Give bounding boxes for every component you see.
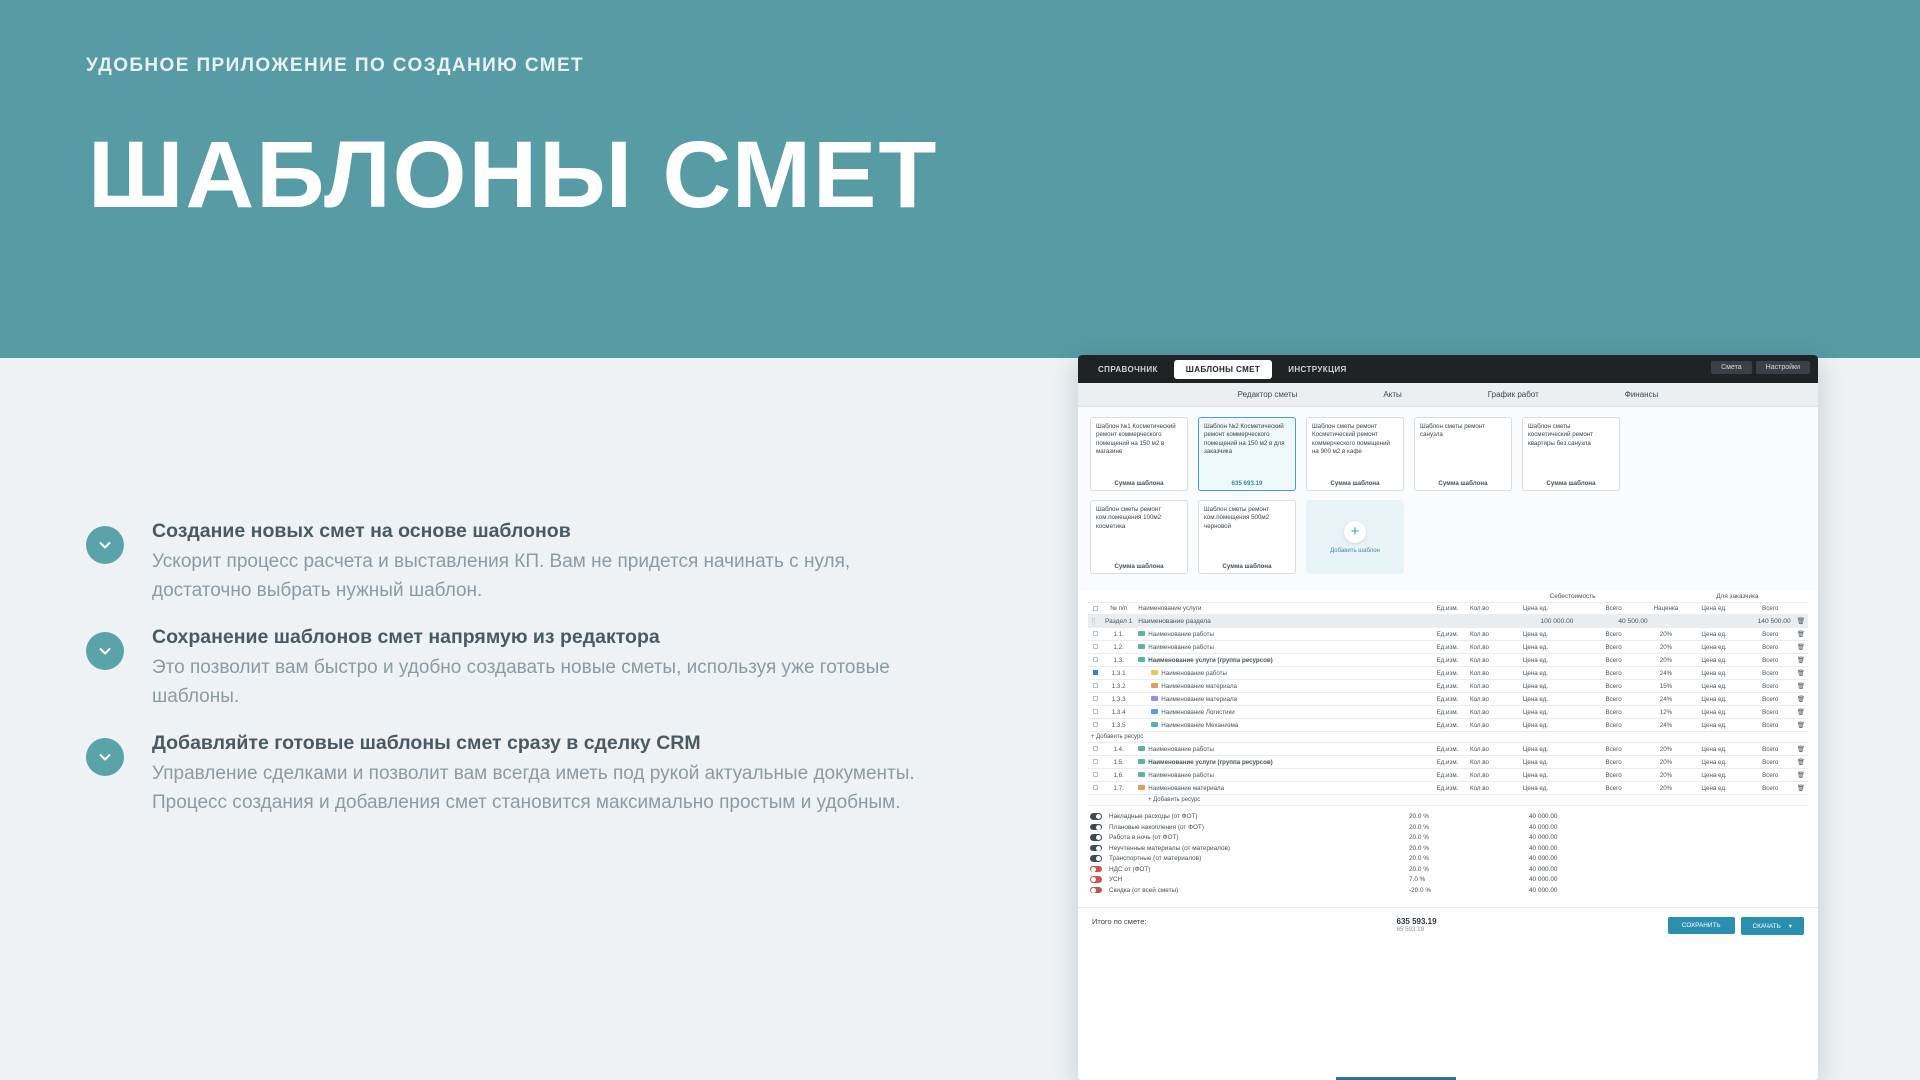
feature-title: Создание новых смет на основе шаблонов — [152, 520, 571, 542]
coefficient-label: Работа в ночь (от ФОТ) — [1109, 834, 1179, 841]
row-client-price: Цена ед. — [1681, 756, 1747, 769]
estimate-table — [1088, 591, 1808, 806]
row-client-price: Цена ед. — [1681, 641, 1747, 654]
row-num: 1.3. — [1102, 654, 1135, 667]
coefficient-percent[interactable]: 20.0 % — [1409, 865, 1429, 873]
coefficient-toggle[interactable] — [1090, 887, 1102, 894]
row-markup: 20% — [1651, 743, 1682, 756]
template-sum: Сумма шаблона — [1114, 480, 1164, 487]
delete-icon[interactable]: 🗑 — [1794, 628, 1808, 641]
row-name: Наименование работы — [1148, 771, 1214, 779]
row-unit: Ед.изм. — [1430, 719, 1464, 732]
table-row[interactable] — [1088, 769, 1808, 782]
row-markup: 20% — [1651, 641, 1682, 654]
row-num: 1.3.1 — [1102, 667, 1135, 680]
col-client-price: Цена ед. — [1681, 603, 1747, 615]
coefficient-sum: 40 000.00 — [1529, 876, 1558, 883]
table-column-header — [1088, 603, 1808, 615]
smeta-button[interactable]: Смета — [1711, 361, 1752, 374]
row-qty: Кол.во — [1464, 756, 1494, 769]
template-sum: Сумма шаблона — [1330, 480, 1380, 487]
templates-row — [1090, 500, 1806, 574]
template-name: Шаблон сметы ремонт Косметический ремонт коммерческого помещений на 900 м2 в кафе — [1312, 423, 1391, 456]
row-total: Всего — [1576, 719, 1650, 732]
drag-handle-icon[interactable]: ⣿ — [1091, 618, 1097, 625]
row-unit: Ед.изм. — [1430, 706, 1464, 719]
tab-spravochnik[interactable]: СПРАВОЧНИК — [1098, 364, 1158, 374]
row-qty: Кол.во — [1464, 743, 1494, 756]
app-footer — [1078, 907, 1818, 944]
template-card-selected[interactable] — [1198, 417, 1296, 491]
row-client-total: Всего — [1747, 769, 1794, 782]
feature-title: Сохранение шаблонов смет напрямую из редактора — [152, 625, 660, 648]
row-price: Цена ед. — [1494, 743, 1576, 756]
coefficient-percent[interactable]: 7.0 % — [1409, 876, 1426, 883]
topbar-right-buttons — [1711, 361, 1810, 374]
row-name: Наименование материала — [1148, 784, 1225, 792]
section-name: Наименование раздела — [1135, 615, 1430, 628]
resource-type-icon — [1151, 722, 1158, 727]
coefficient-sum: 40 000.00 — [1529, 823, 1558, 831]
template-name: Шаблон сметы косметический ремонт квартиры без санузла — [1528, 423, 1594, 447]
row-client-total: Всего — [1747, 654, 1794, 667]
coefficient-row — [1090, 813, 1806, 820]
table-group-header — [1088, 591, 1808, 603]
add-resource-inner-row[interactable] — [1088, 732, 1808, 743]
template-name: Шаблон сметы ремонт ком.помещения 500м2 черновой — [1204, 506, 1270, 530]
row-unit: Ед.изм. — [1430, 654, 1464, 667]
save-button[interactable]: СОХРАНИТЬ — [1668, 917, 1735, 934]
row-total: Всего — [1576, 743, 1650, 756]
resource-type-icon — [1151, 709, 1158, 714]
chevron-down-icon — [86, 738, 124, 776]
section-num: Раздел 1 — [1102, 615, 1135, 628]
chevron-down-icon — [86, 526, 124, 564]
row-checkbox[interactable] — [1093, 683, 1098, 688]
coefficient-sum: 40 000.00 — [1529, 855, 1558, 862]
row-name: Наименование работы — [1148, 630, 1214, 638]
col-name: Наименование услуги — [1135, 603, 1430, 615]
row-unit: Ед.изм. — [1430, 628, 1464, 641]
row-client-price: Цена ед. — [1681, 667, 1747, 680]
row-price: Цена ед. — [1494, 782, 1576, 795]
row-price: Цена ед. — [1494, 628, 1576, 641]
table-row[interactable] — [1088, 782, 1808, 795]
subnav-item-akty[interactable]: Акты — [1383, 390, 1402, 399]
resource-type-icon — [1138, 759, 1145, 764]
row-total: Всего — [1576, 641, 1650, 654]
row-markup: 20% — [1651, 782, 1682, 795]
coefficient-toggle[interactable] — [1090, 813, 1102, 820]
row-qty: Кол.во — [1464, 693, 1494, 706]
resource-type-icon — [1138, 657, 1145, 662]
add-resource-inner-link[interactable]: + Добавить ресурс — [1088, 732, 1808, 743]
row-total: Всего — [1576, 693, 1650, 706]
col-qty: Кол.во — [1464, 603, 1494, 615]
row-total: Всего — [1576, 680, 1650, 693]
coefficient-toggle[interactable] — [1090, 855, 1102, 862]
row-client-price: Цена ед. — [1681, 654, 1747, 667]
row-client-total: Всего — [1747, 693, 1794, 706]
template-card[interactable] — [1090, 500, 1188, 574]
row-total: Всего — [1576, 654, 1650, 667]
total-amount: 635 593.19 — [1396, 917, 1437, 926]
row-markup: 12% — [1651, 706, 1682, 719]
row-unit: Ед.изм. — [1430, 782, 1464, 795]
feature-item — [86, 520, 916, 606]
coefficient-label: Накладные расходы (от ФОТ) — [1109, 813, 1198, 820]
settings-button[interactable]: Настройки — [1756, 361, 1810, 374]
template-card[interactable] — [1198, 500, 1296, 574]
group-header-client: Для заказчика — [1681, 591, 1793, 603]
row-markup: 20% — [1651, 769, 1682, 782]
row-qty: Кол.во — [1464, 654, 1494, 667]
row-qty: Кол.во — [1464, 706, 1494, 719]
resource-type-icon — [1138, 631, 1145, 636]
row-checkbox[interactable] — [1093, 670, 1098, 675]
row-client-price: Цена ед. — [1681, 706, 1747, 719]
row-num: 1.7. — [1102, 782, 1135, 795]
row-price: Цена ед. — [1494, 769, 1576, 782]
template-sum: Сумма шаблона — [1222, 563, 1272, 570]
row-unit: Ед.изм. — [1430, 769, 1464, 782]
chevron-down-icon: ▾ — [1788, 923, 1792, 930]
delete-icon[interactable]: 🗑 — [1794, 615, 1808, 628]
row-unit: Ед.изм. — [1430, 743, 1464, 756]
coefficient-sum: 40 000.00 — [1529, 813, 1558, 820]
row-checkbox[interactable] — [1093, 709, 1098, 714]
add-resource-row[interactable] — [1088, 795, 1808, 806]
row-markup: 24% — [1651, 693, 1682, 706]
coefficient-toggle[interactable] — [1090, 876, 1102, 883]
add-resource-link[interactable]: + Добавить ресурс — [1088, 795, 1808, 806]
row-client-total: Всего — [1747, 680, 1794, 693]
subnav-item-editor[interactable]: Редактор сметы — [1237, 390, 1298, 399]
row-price: Цена ед. — [1494, 667, 1576, 680]
row-price: Цена ед. — [1494, 693, 1576, 706]
coefficient-percent[interactable]: -20.0 % — [1409, 886, 1432, 894]
row-client-total: Всего — [1747, 667, 1794, 680]
coefficient-row — [1090, 876, 1806, 883]
row-unit: Ед.изм. — [1430, 680, 1464, 693]
row-checkbox[interactable] — [1093, 772, 1098, 777]
row-name: Наименование материала — [1161, 695, 1238, 703]
row-price: Цена ед. — [1494, 654, 1576, 667]
template-sum: 635 693.19 — [1231, 480, 1263, 487]
row-client-price: Цена ед. — [1681, 719, 1747, 732]
row-price: Цена ед. — [1494, 680, 1576, 693]
feature-text: Это позволит вам быстро и удобно создавать новые сметы, используя уже готовые шаблоны. — [152, 656, 890, 708]
row-client-price: Цена ед. — [1681, 628, 1747, 641]
delete-icon[interactable]: 🗑 — [1794, 756, 1808, 769]
table-subrow[interactable] — [1088, 693, 1808, 706]
resource-type-icon — [1138, 785, 1145, 790]
feature-text: Управление сделками и позволит вам всегда иметь под рукой актуальные документы. Процесс создания и добавления смет становится максимально простым и удобным. — [152, 762, 915, 814]
subnav-item-finansy[interactable]: Финансы — [1624, 390, 1659, 399]
template-card[interactable] — [1522, 417, 1620, 491]
coefficient-row — [1090, 887, 1806, 894]
delete-icon[interactable]: 🗑 — [1794, 641, 1808, 654]
select-all-checkbox[interactable] — [1093, 606, 1098, 611]
row-qty: Кол.во — [1464, 782, 1494, 795]
coefficient-label: Транспортные (от материалов) — [1109, 855, 1202, 862]
footer-buttons — [1668, 917, 1804, 935]
templates-area — [1078, 407, 1818, 591]
add-template-label: Добавить шаблон — [1330, 547, 1380, 554]
row-unit: Ед.изм. — [1430, 667, 1464, 680]
col-client-total: Всего — [1747, 603, 1794, 615]
row-client-total: Всего — [1747, 628, 1794, 641]
page-title: ШАБЛОНЫ СМЕТ — [88, 122, 939, 228]
total-label: Итого по смете: — [1092, 917, 1147, 926]
total-amount-secondary: 65 593.19 — [1396, 926, 1425, 933]
row-unit: Ед.изм. — [1430, 693, 1464, 706]
col-total: Всего — [1576, 603, 1650, 615]
row-name: Наименование услуги (группа ресурсов) — [1148, 758, 1273, 766]
coefficient-label: Неучтенные материалы (от материалов) — [1109, 844, 1231, 852]
tab-shablony-smet[interactable]: ШАБЛОНЫ СМЕТ — [1174, 360, 1272, 379]
download-button[interactable] — [1741, 917, 1804, 935]
hero-banner — [0, 0, 1920, 358]
row-total: Всего — [1576, 769, 1650, 782]
coefficients-list — [1078, 806, 1818, 901]
row-checkbox[interactable] — [1093, 696, 1098, 701]
row-qty: Кол.во — [1464, 667, 1494, 680]
row-markup: 20% — [1651, 654, 1682, 667]
template-sum: Сумма шаблона — [1546, 480, 1596, 487]
row-checkbox[interactable] — [1093, 759, 1098, 764]
template-name: Шаблон №2 Косметический ремонт коммерческого помещений на 150 м2 в для заказчика — [1204, 423, 1285, 456]
row-client-price: Цена ед. — [1681, 782, 1747, 795]
coefficient-row — [1090, 834, 1806, 841]
table-row[interactable] — [1088, 743, 1808, 756]
template-name: Шаблон сметы ремонт ком.помещения 100м2 косметика — [1096, 506, 1162, 530]
row-price: Цена ед. — [1494, 706, 1576, 719]
table-row[interactable] — [1088, 641, 1808, 654]
coefficient-percent[interactable]: 20.0 % — [1409, 813, 1429, 820]
row-total: Всего — [1576, 782, 1650, 795]
col-unit: Ед.изм. — [1430, 603, 1464, 615]
row-markup: 24% — [1651, 719, 1682, 732]
row-client-price: Цена ед. — [1681, 693, 1747, 706]
coefficient-toggle[interactable] — [1090, 834, 1102, 841]
col-num: № п/п — [1102, 603, 1135, 615]
resource-type-icon — [1138, 746, 1145, 751]
delete-icon[interactable]: 🗑 — [1794, 743, 1808, 756]
resource-type-icon — [1151, 683, 1158, 688]
row-client-price: Цена ед. — [1681, 680, 1747, 693]
row-client-total: Всего — [1747, 719, 1794, 732]
row-num: 1.3.2 — [1102, 680, 1135, 693]
resource-type-icon — [1151, 696, 1158, 701]
row-checkbox[interactable] — [1093, 722, 1098, 727]
row-num: 1.5. — [1102, 756, 1135, 769]
row-unit: Ед.изм. — [1430, 756, 1464, 769]
row-client-total: Всего — [1747, 756, 1794, 769]
coefficient-label: НДС от (ФОТ) — [1109, 865, 1151, 873]
resource-type-icon — [1151, 670, 1158, 675]
coefficient-row — [1090, 845, 1806, 852]
section-cost-total: 100 000.00 — [1494, 615, 1576, 628]
delete-icon[interactable]: 🗑 — [1794, 719, 1808, 732]
coefficient-row — [1090, 866, 1806, 873]
coefficient-percent[interactable]: 20.0 % — [1409, 855, 1429, 862]
col-markup: Наценка — [1651, 603, 1682, 615]
template-name: Шаблон №1 Косметический ремонт коммерческого помещений на 150 м2 в магазине — [1096, 423, 1176, 456]
row-num: 1.3.4 — [1102, 706, 1135, 719]
coefficient-sum: 40 000.00 — [1529, 844, 1558, 852]
section-client-total: 140 500.00 — [1681, 615, 1793, 628]
row-client-total: Всего — [1747, 782, 1794, 795]
coefficient-sum: 40 000.00 — [1529, 834, 1558, 841]
row-qty: Кол.во — [1464, 719, 1494, 732]
coefficient-toggle[interactable] — [1090, 845, 1102, 852]
coefficient-sum: 40 000.00 — [1529, 865, 1558, 873]
delete-icon[interactable]: 🗑 — [1794, 680, 1808, 693]
table-row-group[interactable] — [1088, 654, 1808, 667]
row-name: Наименование работы — [1161, 669, 1227, 677]
row-total: Всего — [1576, 667, 1650, 680]
coefficient-percent[interactable]: 20.0 % — [1409, 834, 1429, 841]
templates-row — [1090, 417, 1806, 491]
row-price: Цена ед. — [1494, 641, 1576, 654]
template-card[interactable] — [1414, 417, 1512, 491]
delete-icon[interactable]: 🗑 — [1794, 693, 1808, 706]
row-name: Наименование работы — [1148, 643, 1214, 651]
table-section-row[interactable] — [1088, 615, 1808, 628]
row-client-price: Цена ед. — [1681, 743, 1747, 756]
row-markup: 15% — [1651, 680, 1682, 693]
coefficient-percent[interactable]: 20.0 % — [1409, 844, 1429, 852]
coefficient-toggle[interactable] — [1090, 824, 1102, 831]
row-name: Наименование работы — [1148, 745, 1214, 753]
row-qty: Кол.во — [1464, 769, 1494, 782]
row-num: 1.6. — [1102, 769, 1135, 782]
table-subrow[interactable] — [1088, 706, 1808, 719]
feature-text: Ускорит процесс расчета и выставления КП. Вам не придется начинать с нуля, достаточно выбрать нужный шаблон. — [152, 551, 851, 602]
feature-list — [86, 520, 916, 838]
row-num: 1.1. — [1102, 628, 1135, 641]
row-unit: Ед.изм. — [1430, 641, 1464, 654]
app-screenshot — [1078, 355, 1818, 1080]
coefficient-sum: 40 000.00 — [1529, 886, 1558, 894]
coefficient-row — [1090, 855, 1806, 862]
row-client-total: Всего — [1747, 706, 1794, 719]
row-price: Цена ед. — [1494, 719, 1576, 732]
group-header-cost: Себестоимость — [1494, 591, 1650, 603]
delete-icon[interactable]: 🗑 — [1794, 706, 1808, 719]
table-row[interactable] — [1088, 756, 1808, 769]
feature-item — [86, 626, 916, 712]
template-name: Шаблон сметы ремонт санузла — [1420, 423, 1486, 439]
app-subnav — [1078, 383, 1818, 407]
coefficient-row — [1090, 824, 1806, 831]
template-sum: Сумма шаблона — [1438, 480, 1488, 487]
section-cost-sum: 40 500.00 — [1576, 615, 1650, 628]
coefficient-label: УСН — [1109, 876, 1123, 883]
delete-icon[interactable]: 🗑 — [1794, 654, 1808, 667]
template-card[interactable] — [1306, 417, 1404, 491]
row-price: Цена ед. — [1494, 756, 1576, 769]
row-name: Наименование услуги (группа ресурсов) — [1148, 656, 1273, 664]
row-num: 1.3.3 — [1102, 693, 1135, 706]
template-card[interactable] — [1090, 417, 1188, 491]
row-client-total: Всего — [1747, 641, 1794, 654]
tab-instrukciya[interactable]: ИНСТРУКЦИЯ — [1288, 364, 1347, 374]
row-checkbox[interactable] — [1093, 746, 1098, 751]
feature-item — [86, 732, 916, 818]
template-sum: Сумма шаблона — [1114, 563, 1164, 570]
row-qty: Кол.во — [1464, 680, 1494, 693]
add-template-button[interactable] — [1306, 500, 1404, 574]
hero-kicker: УДОБНОЕ ПРИЛОЖЕНИЕ ПО СОЗДАНИЮ СМЕТ — [86, 55, 585, 76]
row-total: Всего — [1576, 706, 1650, 719]
coefficient-toggle[interactable] — [1090, 866, 1102, 873]
col-price: Цена ед. — [1494, 603, 1576, 615]
app-topbar — [1078, 355, 1818, 383]
row-qty: Кол.во — [1464, 628, 1494, 641]
row-client-total: Всего — [1747, 743, 1794, 756]
row-num: 1.3.5 — [1102, 719, 1135, 732]
row-name: Наименование Логистики — [1161, 708, 1235, 716]
table-row[interactable] — [1088, 628, 1808, 641]
row-checkbox[interactable] — [1093, 657, 1098, 662]
table-subrow[interactable] — [1088, 667, 1808, 680]
row-checkbox[interactable] — [1093, 644, 1098, 649]
row-markup: 20% — [1651, 628, 1682, 641]
row-checkbox[interactable] — [1093, 631, 1098, 636]
row-total: Всего — [1576, 628, 1650, 641]
download-button-label: СКАЧАТЬ — [1752, 922, 1781, 930]
resource-type-icon — [1138, 772, 1145, 777]
delete-icon[interactable]: 🗑 — [1794, 782, 1808, 795]
row-num: 1.2. — [1102, 641, 1135, 654]
row-total: Всего — [1576, 756, 1650, 769]
coefficient-percent[interactable]: 20.0 % — [1409, 823, 1429, 831]
row-name: Наименование Механизма — [1161, 721, 1239, 729]
table-subrow[interactable] — [1088, 680, 1808, 693]
feature-title: Добавляйте готовые шаблоны смет сразу в сделку CRM — [152, 731, 701, 754]
row-checkbox[interactable] — [1093, 785, 1098, 790]
row-name: Наименование материала — [1161, 682, 1238, 690]
resource-type-icon — [1138, 644, 1145, 649]
row-markup: 24% — [1651, 667, 1682, 680]
coefficient-label: Скидка (от всей сметы) — [1109, 886, 1179, 894]
delete-icon[interactable]: 🗑 — [1794, 667, 1808, 680]
delete-icon[interactable]: 🗑 — [1794, 769, 1808, 782]
total-values — [1397, 917, 1437, 933]
chevron-down-icon — [86, 632, 124, 670]
row-client-price: Цена ед. — [1681, 769, 1747, 782]
estimate-table-wrap — [1078, 591, 1818, 806]
row-markup: 20% — [1651, 756, 1682, 769]
row-qty: Кол.во — [1464, 641, 1494, 654]
plus-icon: + — [1344, 521, 1366, 543]
subnav-item-grafik[interactable]: График работ — [1487, 390, 1539, 399]
table-subrow[interactable] — [1088, 719, 1808, 732]
row-num: 1.4. — [1102, 743, 1135, 756]
coefficient-label: Плановые накопления (от ФОТ) — [1109, 823, 1204, 831]
